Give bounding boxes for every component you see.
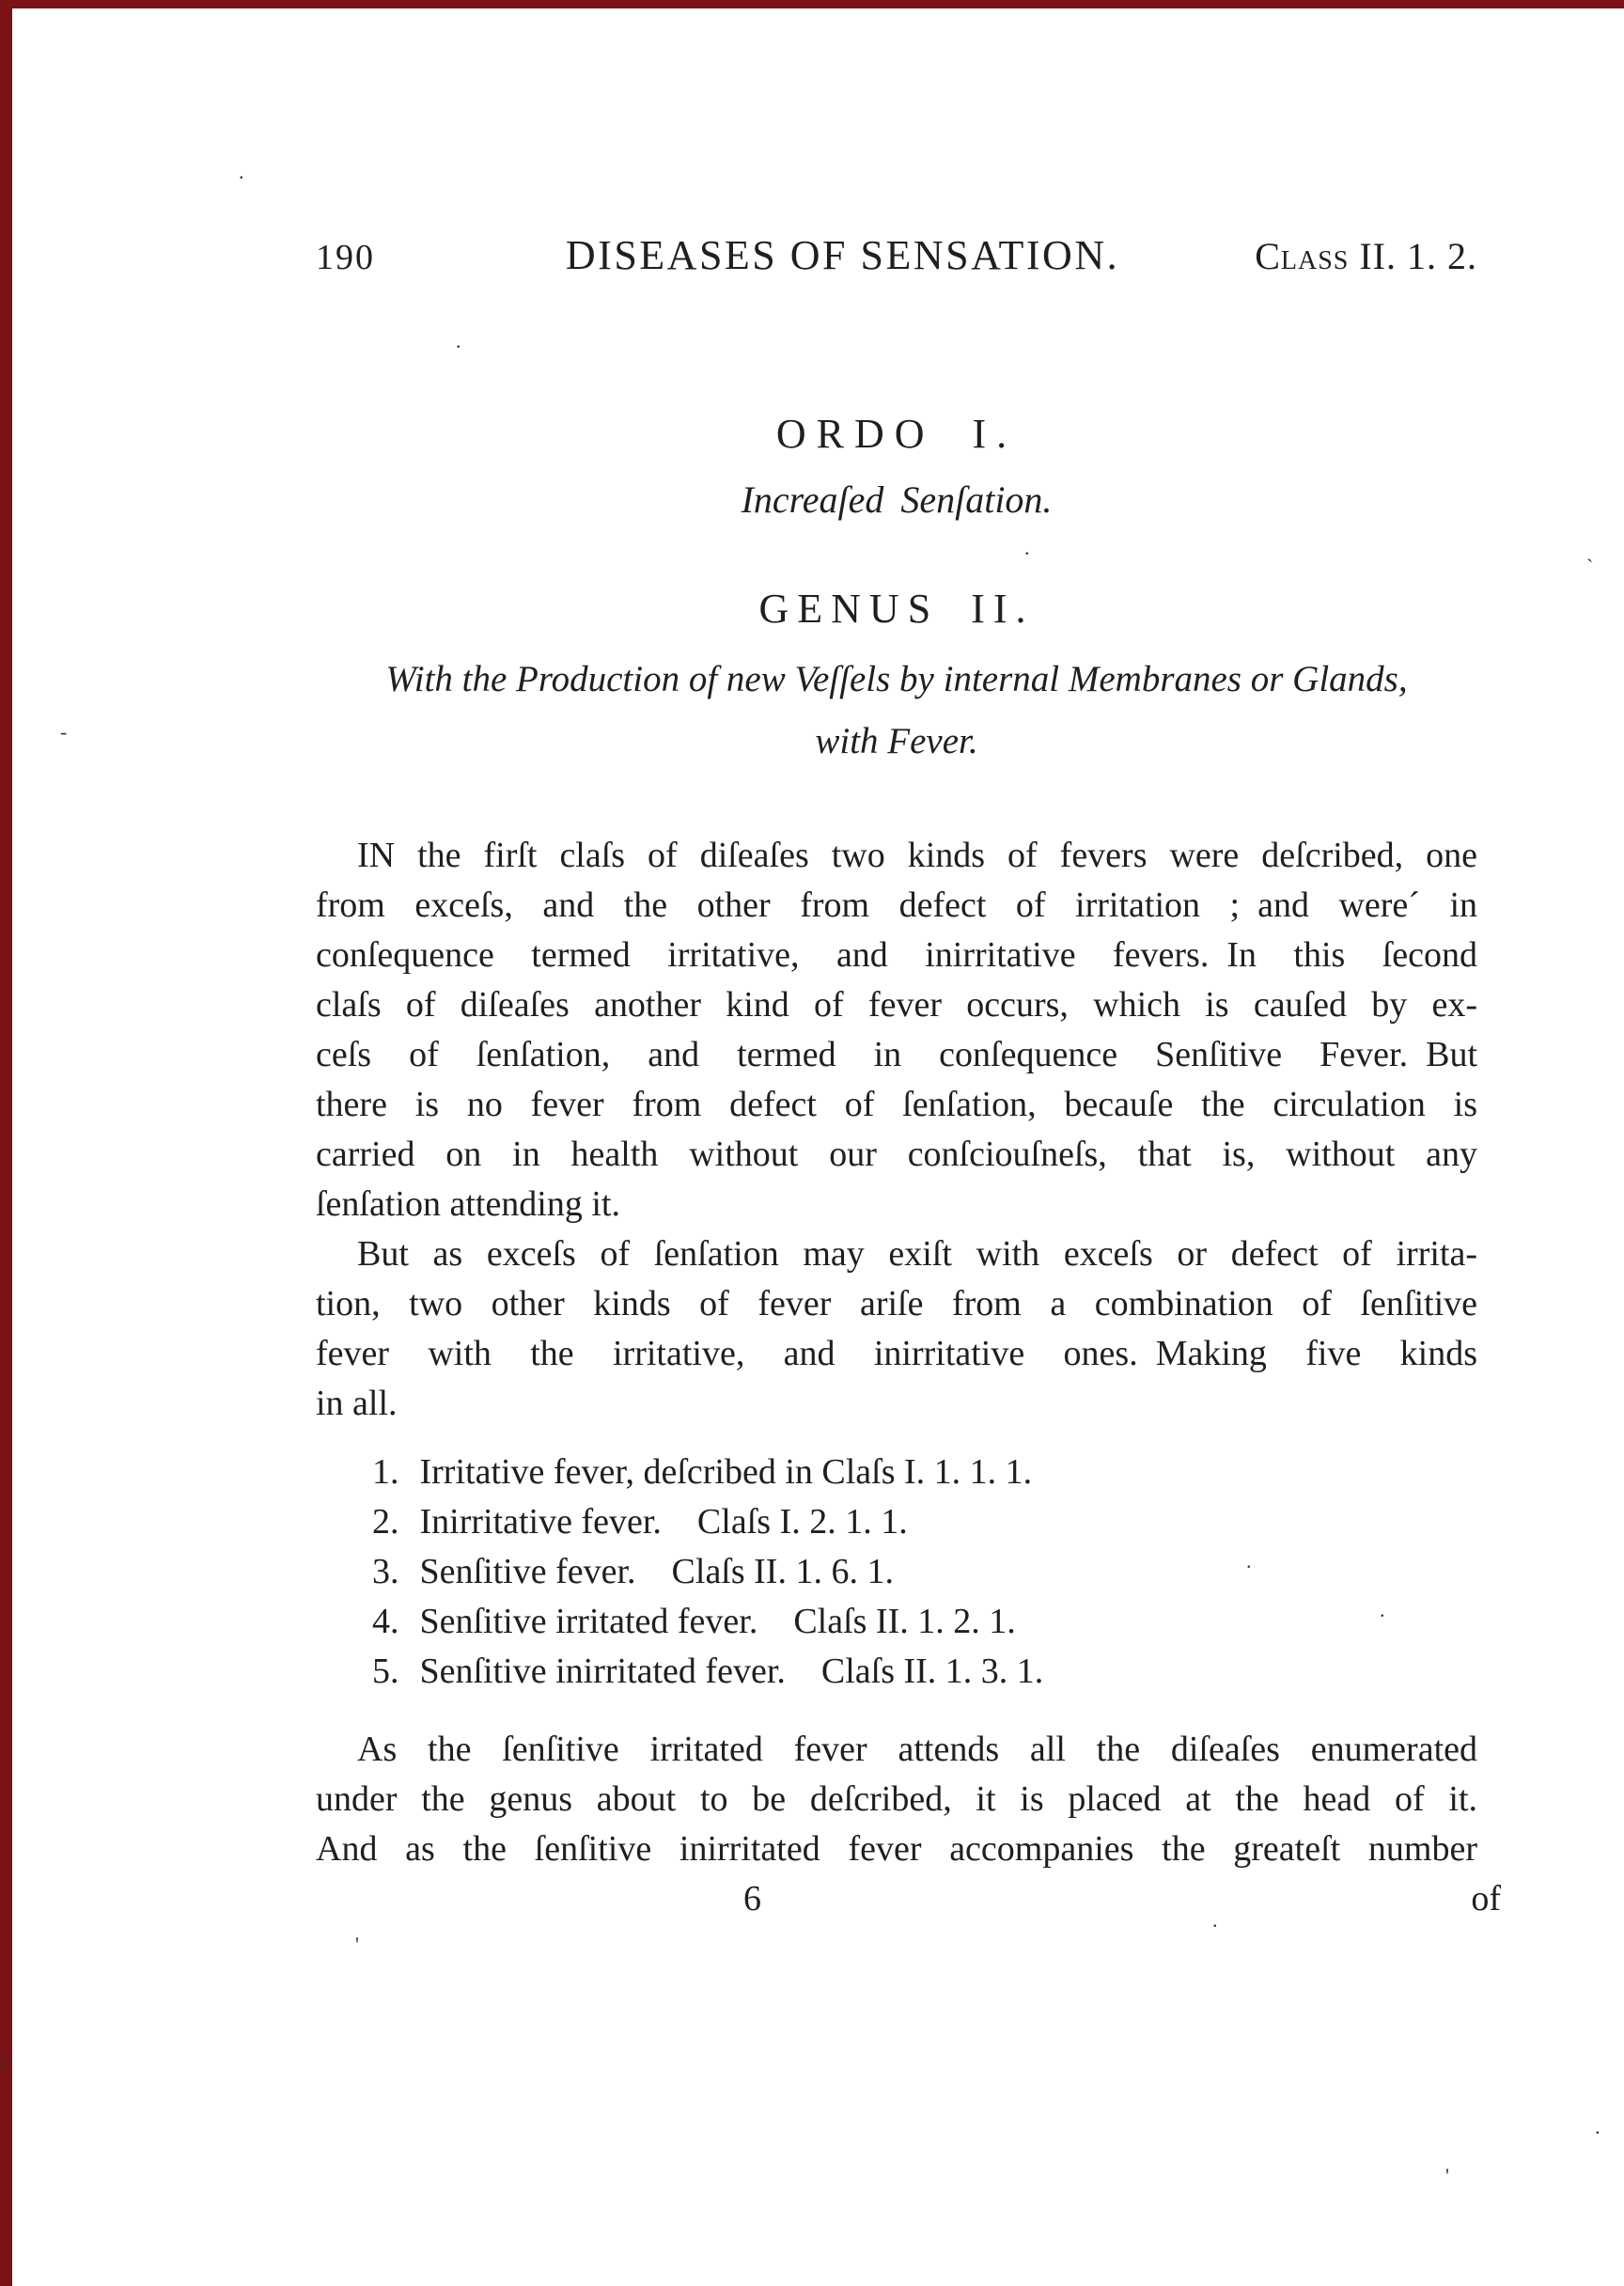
signature-mark: 6 [743, 1879, 761, 1918]
text-line: And as the ſenſitive inirritated fever accompanies the greateſt number [316, 1829, 1477, 1869]
running-title: DISEASES OF SENSATION. [565, 232, 1120, 278]
list-item [316, 1448, 1477, 1497]
scan-speck: . [1024, 536, 1030, 559]
scan-speck: - [60, 720, 68, 744]
class-reference: Class II. 1. 2. [1255, 235, 1477, 277]
scan-speck: . [1380, 1598, 1385, 1621]
scan-speck: ' [355, 1933, 359, 1956]
scan-speck: ` [1586, 555, 1594, 578]
fever-kinds-list [316, 1448, 1477, 1697]
list-item [316, 1547, 1477, 1597]
list-item [316, 1497, 1477, 1547]
text-line: carried on in health without our conſciouſneſs, that is, without any [316, 1135, 1477, 1174]
scan-speck: . [239, 160, 244, 183]
scan-speck: . [1246, 1549, 1252, 1573]
text-line: ceſs of ſenſation, and termed in conſequence Senſitive Fever. But [316, 1035, 1477, 1074]
catchword: of [1471, 1879, 1501, 1918]
list-item-number: 3. [372, 1552, 399, 1591]
genus-heading: GENUS II. [758, 586, 1035, 632]
scan-speck: | [2, 2049, 7, 2073]
list-item-text: Senſitive fever. Claſs II. 1. 6. 1. [419, 1552, 894, 1591]
list-item-text: Senſitive irritated fever. Claſs II. 1. 2. 1. [419, 1602, 1016, 1641]
list-item-number: 5. [372, 1652, 399, 1691]
list-item-number: 2. [372, 1502, 399, 1542]
text-line: from exceſs, and the other from defect of irritation ; and were´ in [316, 885, 1477, 925]
scan-edge-top [0, 0, 1624, 8]
list-item-number: 4. [372, 1602, 399, 1641]
ordo-subtitle: Increaſed Senſation. [741, 478, 1053, 521]
text-line: IN the firſt claſs of diſeaſes two kinds of fevers were deſcribed, one [357, 836, 1477, 875]
paragraph-3 [316, 1725, 1477, 1874]
list-item [316, 1647, 1477, 1697]
scan-speck: . [456, 329, 461, 352]
text-line: As the ſenſitive irritated fever attends all the diſeaſes enumerated [357, 1730, 1477, 1769]
text-line: ſenſation attending it. [316, 1184, 620, 1224]
list-item-text: Irritative fever, deſcribed in Claſs I. 1. 1. 1. [419, 1452, 1033, 1492]
list-item [316, 1597, 1477, 1647]
list-item-number: 1. [372, 1452, 399, 1492]
paragraph-1 [316, 831, 1477, 1229]
paragraph-2 [316, 1229, 1477, 1429]
ordo-heading: ORDO I. [775, 411, 1018, 457]
text-line: tion, two other kinds of fever ariſe from a combination of ſenſitive [316, 1284, 1477, 1323]
scan-edge-left [0, 0, 12, 2286]
scan-speck: . [1595, 2115, 1601, 2138]
list-item-text: Senſitive inirritated fever. Claſs II. 1. 3. 1. [419, 1652, 1044, 1691]
text-line: fever with the irritative, and inirritative ones. Making five kinds [316, 1334, 1477, 1373]
text-line: claſs of diſeaſes another kind of fever occurs, which is cauſed by ex- [316, 985, 1477, 1025]
text-line: in all. [316, 1384, 398, 1423]
page-header [316, 231, 1477, 279]
list-item-text: Inirritative fever. Claſs I. 2. 1. 1. [419, 1502, 908, 1542]
text-line: under the genus about to be deſcribed, it is placed at the head of it. [316, 1779, 1477, 1819]
body-text-column [316, 831, 1501, 1924]
genus-subtitle-line2: with Fever. [815, 721, 978, 761]
genus-subtitle-line1: With the Production of new Veſſels by internal Membranes or Glands, [385, 659, 1408, 699]
scan-speck: ' [1445, 2164, 1449, 2187]
text-line: But as exceſs of ſenſation may exiſt with exceſs or defect of irrita- [357, 1234, 1477, 1274]
scan-speck: . [1212, 1908, 1218, 1932]
page-number: 190 [316, 238, 375, 277]
text-line: conſequence termed irritative, and inirritative fevers. In this ſecond [316, 935, 1477, 975]
catchword-row [316, 1874, 1501, 1924]
text-line: there is no fever from defect of ſenſation, becauſe the circulation is [316, 1085, 1477, 1124]
